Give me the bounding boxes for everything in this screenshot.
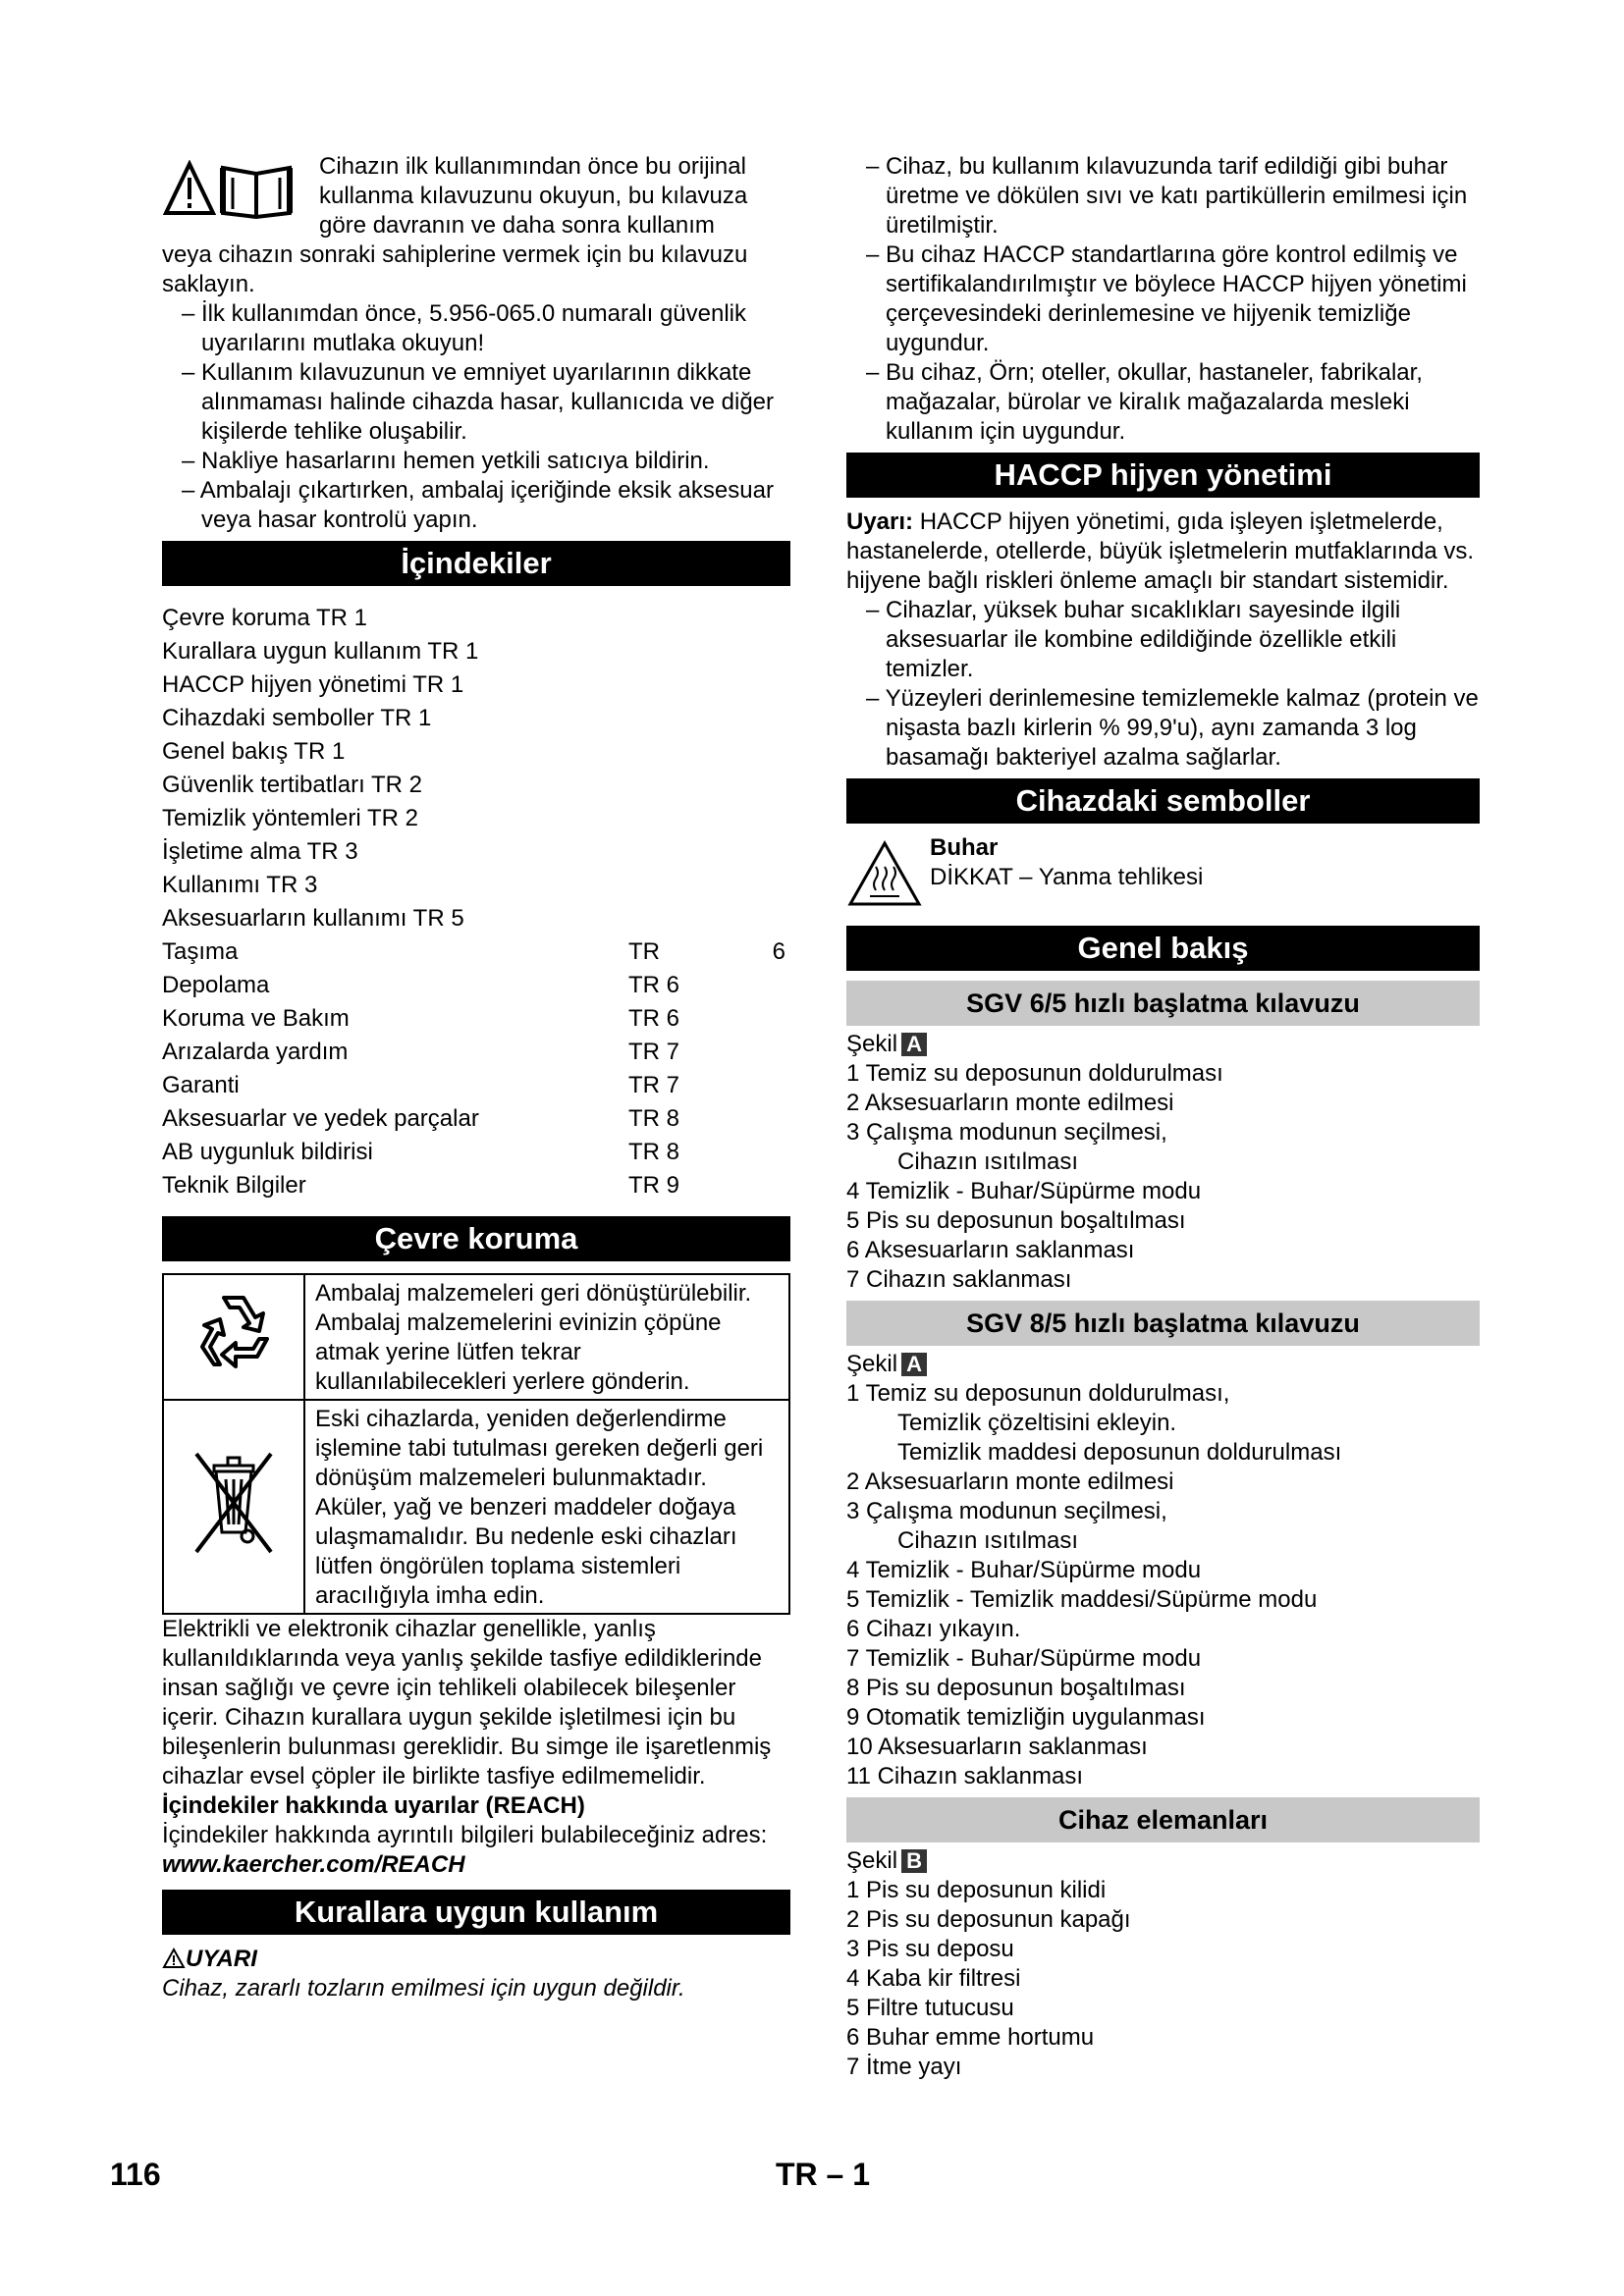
toc-page: [746, 1169, 785, 1202]
toc-code: [628, 902, 746, 935]
toc-page: 6: [772, 938, 785, 965]
haccp-label: Uyarı:: [846, 508, 914, 535]
toc-page: [746, 702, 785, 735]
toc-page: [746, 668, 785, 702]
toc-title: Garanti: [162, 1072, 240, 1098]
figure-a-badge: A: [901, 1033, 927, 1056]
intro-block: [162, 152, 790, 240]
intro-line-3: göre davranın ve daha sonra kullanım: [319, 212, 715, 239]
intro-item: – Kullanım kılavuzunun ve emniyet uyarılarının dikkate alınmaması halinde cihazda hasar, kullanıcıda ve diğer kişilerde tehlike oluşabilir.: [182, 359, 775, 445]
toc-title: Taşıma: [162, 938, 239, 965]
toc-row[interactable]: [162, 902, 790, 935]
toc-page: [746, 902, 785, 935]
toc-page: [746, 1136, 785, 1169]
figure-label: Şekil: [846, 1031, 898, 1057]
sgv65-item: 3 Çalışma modunun seçilmesi,: [846, 1119, 1167, 1146]
toc-row[interactable]: [162, 935, 790, 969]
toc-row[interactable]: [162, 835, 790, 869]
sgv85-item: 5 Temizlik - Temizlik maddesi/Süpürme modu: [846, 1586, 1318, 1613]
intro-item: – Nakliye hasarlarını hemen yetkili satıcıya bildirin.: [182, 448, 710, 474]
reach-heading: İçindekiler hakkında uyarılar (REACH): [162, 1792, 585, 1819]
toc-row[interactable]: [162, 702, 790, 735]
left-column: [162, 152, 790, 2003]
haccp-paragraph: [846, 507, 1480, 596]
toc-row[interactable]: [162, 1069, 790, 1102]
sgv65-item: 5 Pis su deposunun boşaltılması: [846, 1207, 1186, 1234]
elements-heading: Cihaz elemanları: [846, 1797, 1480, 1842]
toc-title: Genel bakış TR 1: [162, 738, 346, 765]
toc-title: HACCP hijyen yönetimi TR 1: [162, 671, 464, 698]
toc-code: [628, 769, 746, 802]
sgv85-item: Temizlik maddesi deposunun doldurulması: [897, 1439, 1342, 1466]
toc-row[interactable]: [162, 1169, 790, 1202]
toc-code: [628, 702, 746, 735]
warning-label-line: [162, 1945, 790, 1974]
toc-code: [628, 802, 746, 835]
figure-b-badge: B: [901, 1849, 927, 1873]
toc-title: Kullanımı TR 3: [162, 872, 318, 898]
crossed-bin-icon: [185, 1444, 283, 1562]
toc-page: [746, 635, 785, 668]
sgv85-item: 6 Cihazı yıkayın.: [846, 1616, 1021, 1642]
sgv85-item: 3 Çalışma modunun seçilmesi,: [846, 1498, 1167, 1524]
warning-icon: [162, 1948, 186, 1969]
toc-code: TR 8: [628, 1105, 680, 1132]
haccp-heading: HACCP hijyen yönetimi: [846, 453, 1480, 498]
electronics-text: Elektrikli ve elektronik cihazlar genellikle, yanlış kullanıldıklarında veya yanlış şekilde tasfiye edildiklerinde insan sağlığı ve çevre için tehlikeli olabilecek bileşenler içerir. Cihazın kurallara uygun şekilde işletilmesi için bu bileşenlerin bulunması gereklidir. Bu simge ile işaretlenmiş cihazlar evsel çöpler ile birlikte tasfiye edilmemelidir.: [162, 1616, 772, 1789]
usage-heading: Kurallara uygun kullanım: [162, 1890, 790, 1935]
element-item: 6 Buhar emme hortumu: [846, 2024, 1095, 2051]
toc-page: [746, 835, 785, 869]
toc-title: Koruma ve Bakım: [162, 1005, 350, 1032]
table-of-contents: [162, 602, 790, 1202]
toc-page: [746, 1102, 785, 1136]
env-heading: Çevre koruma: [162, 1216, 790, 1261]
sgv65-item: 1 Temiz su deposunun doldurulması: [846, 1060, 1223, 1087]
sgv85-item: 1 Temiz su deposunun doldurulması,: [846, 1380, 1230, 1407]
env-icon-cell: [163, 1400, 304, 1614]
toc-row[interactable]: [162, 635, 790, 668]
toc-title: Depolama: [162, 972, 270, 998]
toc-code: [628, 668, 746, 702]
sgv85-heading: SGV 8/5 hızlı başlatma kılavuzu: [846, 1301, 1480, 1346]
toc-code: [628, 835, 746, 869]
env-icon-cell: [163, 1274, 304, 1400]
toc-title: Arızalarda yardım: [162, 1039, 349, 1065]
usage-item: – Bu cihaz, Örn; oteller, okullar, hastaneler, fabrikalar, mağazalar, bürolar ve kiralık mağazalarda mesleki kullanım için uygundur.: [866, 359, 1423, 445]
element-item: 4 Kaba kir filtresi: [846, 1965, 1021, 1992]
reach-text: İçindekiler hakkında ayrıntılı bilgileri bulabileceğiniz adres:: [162, 1822, 768, 1848]
element-item: 7 İtme yayı: [846, 2054, 962, 2080]
toc-page: [746, 1036, 785, 1069]
toc-title: Çevre koruma TR 1: [162, 605, 367, 631]
toc-code: [628, 735, 746, 769]
figure-label: Şekil: [846, 1847, 898, 1874]
toc-title: Güvenlik tertibatları TR 2: [162, 772, 422, 798]
figure-a-badge: A: [901, 1353, 927, 1376]
sgv65-item: 2 Aksesuarların monte edilmesi: [846, 1090, 1174, 1116]
sgv65-item: 4 Temizlik - Buhar/Süpürme modu: [846, 1178, 1202, 1204]
toc-row[interactable]: [162, 802, 790, 835]
reach-url[interactable]: www.kaercher.com/REACH: [162, 1851, 465, 1878]
toc-row[interactable]: [162, 668, 790, 702]
intro-item: – Ambalajı çıkartırken, ambalaj içeriğinde eksik aksesuar veya hasar kontrolü yapın.: [182, 477, 774, 533]
figure-ref: [846, 1846, 1480, 1876]
toc-title: Cihazdaki semboller TR 1: [162, 705, 432, 731]
toc-code: [628, 602, 746, 635]
right-column: [846, 152, 1480, 2082]
env-recycle-text: Ambalaj malzemeleri geri dönüştürülebilir. Ambalaj malzemelerini evinizin çöpüne atmak yerine lütfen tekrar kullanılabilecekleri yerlere gönderin.: [304, 1274, 789, 1400]
sgv65-item: 6 Aksesuarların saklanması: [846, 1237, 1135, 1263]
symbols-heading: Cihazdaki semboller: [846, 778, 1480, 824]
toc-page: [746, 969, 785, 1002]
toc-row[interactable]: [162, 1136, 790, 1169]
figure-ref: [846, 1350, 1480, 1379]
element-item: 2 Pis su deposunun kapağı: [846, 1906, 1131, 1933]
intro-line-2: kullanma kılavuzunu okuyun, bu kılavuza: [319, 183, 748, 209]
sgv65-item: 7 Cihazın saklanması: [846, 1266, 1072, 1293]
sgv85-item: 9 Otomatik temizliğin uygulanması: [846, 1704, 1206, 1731]
toc-row[interactable]: [162, 1102, 790, 1136]
sgv85-item: 2 Aksesuarların monte edilmesi: [846, 1468, 1174, 1495]
toc-code: TR 6: [628, 1005, 680, 1032]
sgv85-item: 8 Pis su deposunun boşaltılması: [846, 1675, 1186, 1701]
intro-item: – İlk kullanımdan önce, 5.956-065.0 numaralı güvenlik uyarılarını mutlaka okuyun!: [182, 300, 747, 356]
toc-page: [746, 735, 785, 769]
sgv85-item: 10 Aksesuarların saklanması: [846, 1734, 1148, 1760]
toc-row[interactable]: [162, 735, 790, 769]
toc-heading: İçindekiler: [162, 541, 790, 586]
toc-title: Aksesuarlar ve yedek parçalar: [162, 1105, 479, 1132]
toc-title: İşletime alma TR 3: [162, 838, 358, 865]
env-bin-text: Eski cihazlarda, yeniden değerlendirme işlemine tabi tutulması gereken değerli geri dönüşüm malzemeleri bulunmaktadır. Aküler, yağ ve benzeri maddeler doğaya ulaşmamalıdır. Bu nedenle eski cihazları lütfen öngörülen toplama sistemleri aracılığıyla imha edin.: [304, 1400, 789, 1614]
sgv85-item: Temizlik çözeltisini ekleyin.: [897, 1410, 1177, 1436]
toc-row[interactable]: [162, 769, 790, 802]
toc-title: Temizlik yöntemleri TR 2: [162, 805, 418, 831]
sgv85-item: 11 Cihazın saklanması: [846, 1763, 1084, 1789]
element-item: 1 Pis su deposunun kilidi: [846, 1877, 1107, 1903]
haccp-text: HACCP hijyen yönetimi, gıda işleyen işletmelerde, hastanelerde, otellerde, büyük işletmelerin mutfaklarında vs. hijyene bağlı riskleri önleme amaçlı bir standart sistemidir.: [846, 508, 1474, 594]
intro-rest: veya cihazın sonraki sahiplerine vermek için bu kılavuzu saklayın.: [162, 241, 748, 297]
toc-code: TR 7: [628, 1039, 680, 1065]
toc-row[interactable]: [162, 869, 790, 902]
figure-label: Şekil: [846, 1351, 898, 1377]
toc-row[interactable]: [162, 969, 790, 1002]
toc-code: [628, 635, 746, 668]
env-table: [162, 1273, 790, 1615]
toc-code: [628, 869, 746, 902]
symbol-text: DİKKAT – Yanma tehlikesi: [930, 864, 1204, 890]
toc-code: TR 6: [628, 972, 680, 998]
recycle-icon: [185, 1284, 283, 1382]
warning-text: Cihaz, zararlı tozların emilmesi için uygun değildir.: [162, 1975, 685, 2002]
toc-title: AB uygunluk bildirisi: [162, 1139, 373, 1165]
haccp-item: – Cihazlar, yüksek buhar sıcaklıkları sayesinde ilgili aksesuarlar ile kombine edildiğinde özellikle etkili temizler.: [866, 597, 1401, 682]
element-item: 5 Filtre tutucusu: [846, 1995, 1014, 2021]
overview-heading: Genel bakış: [846, 926, 1480, 971]
toc-page: [746, 1069, 785, 1102]
toc-page: [746, 802, 785, 835]
usage-item: – Cihaz, bu kullanım kılavuzunda tarif edildiği gibi buhar üretme ve dökülen sıvı ve katı partiküllerin emilmesi için üretilmiştir.: [866, 153, 1468, 239]
toc-code: TR 9: [628, 1172, 680, 1199]
usage-item: – Bu cihaz HACCP standartlarına göre kontrol edilmiş ve sertifikalandırılmıştır ve böylece HACCP hijyen yönetimi çerçevesindeki derinlemesine ve hijyenik temizliğe uygundur.: [866, 241, 1467, 356]
toc-title: Kurallara uygun kullanım TR 1: [162, 638, 479, 665]
toc-page: [746, 769, 785, 802]
toc-code: TR 8: [628, 1139, 680, 1165]
warning-manual-icon: [162, 160, 309, 219]
sgv85-item: Cihazın ısıtılması: [897, 1527, 1079, 1554]
toc-page: [746, 1002, 785, 1036]
symbol-title: Buhar: [930, 834, 999, 861]
sgv85-item: 4 Temizlik - Buhar/Süpürme modu: [846, 1557, 1202, 1583]
toc-title: Teknik Bilgiler: [162, 1172, 306, 1199]
toc-row[interactable]: [162, 1002, 790, 1036]
haccp-item: – Yüzeyleri derinlemesine temizlemekle kalmaz (protein ve nişasta bazlı kirlerin % 99,9'u), aynı zamanda 3 log basamağı bakteriyel azalma sağlarlar.: [866, 685, 1479, 771]
toc-code: TR 7: [628, 1072, 680, 1098]
toc-row[interactable]: [162, 1036, 790, 1069]
section-page-num: – 1: [826, 2157, 871, 2192]
toc-title: Aksesuarların kullanımı TR 5: [162, 905, 464, 932]
element-item: 3 Pis su deposu: [846, 1936, 1014, 1962]
section-page: [776, 2157, 871, 2192]
section-lang: TR: [776, 2157, 818, 2192]
sgv65-item: Cihazın ısıtılması: [897, 1148, 1079, 1175]
warning-label: UYARI: [186, 1946, 257, 1972]
toc-page: [746, 602, 785, 635]
figure-ref: [846, 1030, 1480, 1059]
symbol-row: [846, 833, 1480, 912]
hot-steam-warning-icon: [846, 839, 923, 908]
toc-page: [746, 869, 785, 902]
page-number: 116: [110, 2157, 161, 2192]
intro-line-1: Cihazın ilk kullanımından önce bu orijinal: [319, 153, 746, 180]
toc-row[interactable]: [162, 602, 790, 635]
sgv85-item: 7 Temizlik - Buhar/Süpürme modu: [846, 1645, 1202, 1672]
sgv65-heading: SGV 6/5 hızlı başlatma kılavuzu: [846, 981, 1480, 1026]
toc-code: TR: [628, 938, 660, 965]
